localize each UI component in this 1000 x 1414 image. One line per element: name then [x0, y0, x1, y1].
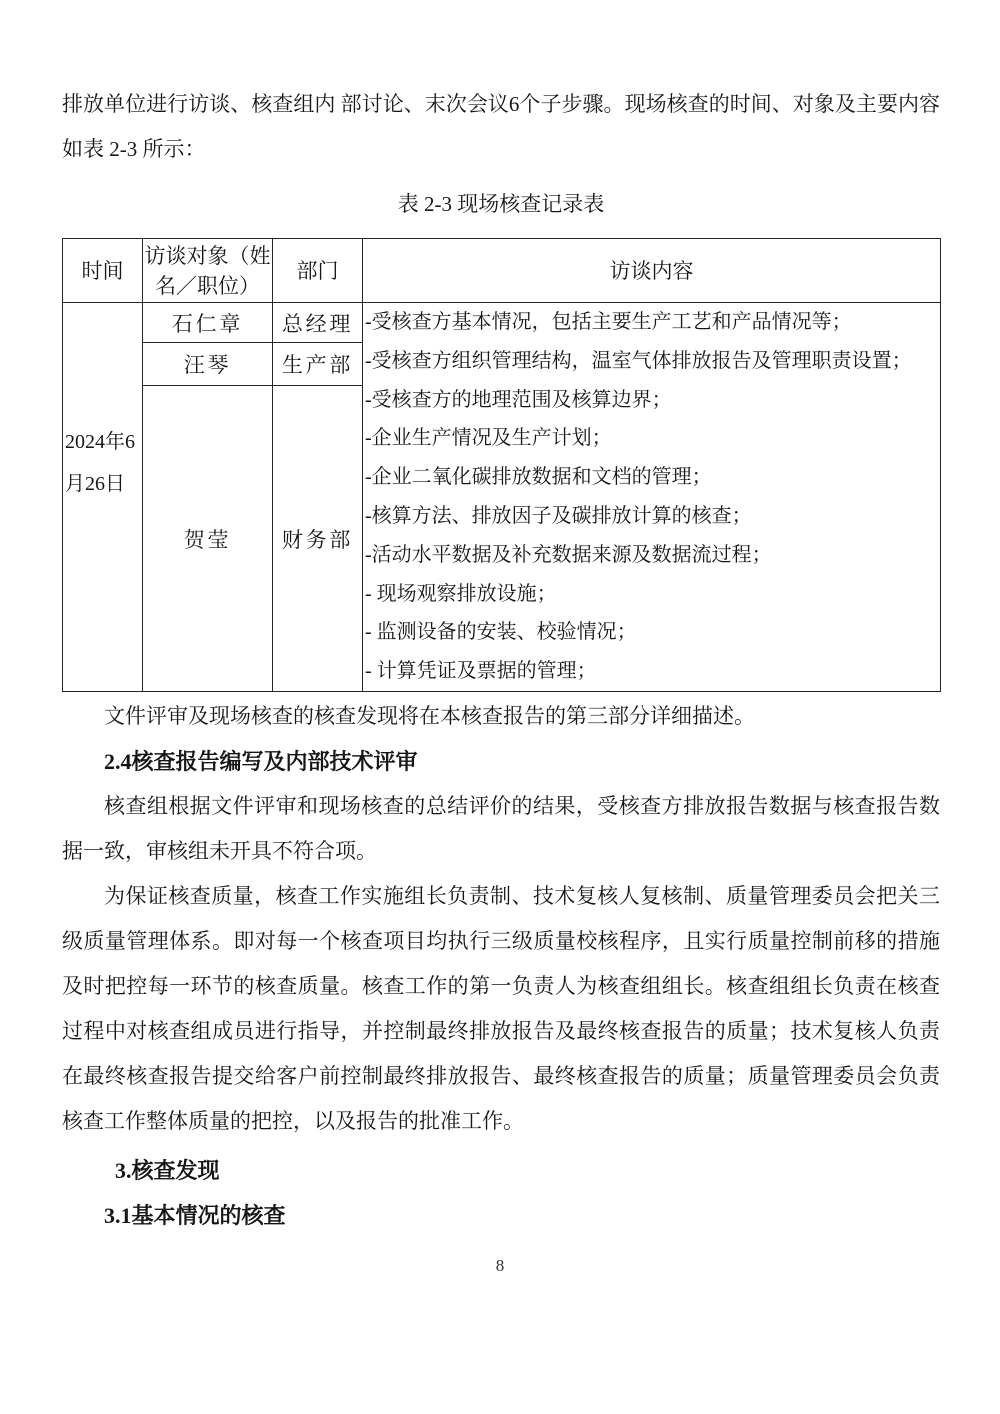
interview-content-line: -核算方法、排放因子及碳排放计算的核查；: [365, 504, 752, 527]
interview-content-line: - 监测设备的安装、校验情况；: [365, 621, 637, 644]
document-body: [62, 0, 940, 1238]
interviewee-department: 财务部: [273, 386, 363, 692]
interview-content-line: - 现场观察排放设施；: [365, 582, 557, 605]
interview-content-line: -受核查方的地理范围及核算边界；: [365, 388, 672, 411]
review-note-paragraph: 文件评审及现场核查的核查发现将在本核查报告的第三部分详细描述。: [104, 703, 755, 728]
interview-content-cell: [363, 303, 941, 692]
table-title: 表 2-3 现场核查记录表: [397, 192, 605, 216]
interview-content-line: -受核查方组织管理结构，温室气体排放报告及管理职责设置；: [365, 349, 912, 372]
paragraph-quality-control: 为保证核查质量，核查工作实施组长负责制、技术复核人复核制、质量管理委员会把关三级质量管理体系。即对每一个核查项目均执行三级质量校核程序，且实行质量控制前移的措施及时把控每一环节的核查质量。核查工作的第一负责人为核查组组长。核查组组长负责在核查过程中对核查组成员进行指导，并控制最终排放报告及最终核查报告的质量；技术复核人负责在最终核查报告提交给客户前控制最终排放报告、最终核查报告的质量；质量管理委员会负责核查工作整体质量的把控，以及报告的批准工作。: [62, 883, 940, 1133]
time-cell: 2024年6月26日: [63, 303, 143, 692]
interviewee-department: 生产部: [273, 343, 363, 386]
table-header-row: [63, 239, 941, 303]
interview-content-line: -企业生产情况及生产计划；: [365, 427, 612, 450]
heading-2-4: 2.4核查报告编写及内部技术评审: [104, 748, 418, 774]
page-number: 8: [495, 1256, 505, 1275]
interview-content-line: -活动水平数据及补充数据来源及数据流过程；: [365, 543, 772, 566]
header-cell-content: 访谈内容: [363, 239, 941, 303]
paragraph-2-4: 核查组根据文件评审和现场核查的总结评价的结果，受核查方排放报告数据与核查报告数据一致，审核组未开具不符合项。: [62, 793, 940, 863]
interview-content-line: -受核查方基本情况，包括主要生产工艺和产品情况等；: [365, 311, 852, 333]
heading-3-1: 3.1基本情况的核查: [104, 1202, 286, 1228]
intro-paragraph: 排放单位进行访谈、核查组内 部讨论、末次会议6个子步骤。现场核查的时间、对象及主要内容如表 2-3 所示：: [62, 92, 940, 161]
interviewee-name: 石仁章: [143, 303, 273, 343]
interviewee-department: 总经理: [273, 303, 363, 343]
site-verification-record-table: [62, 238, 941, 692]
header-cell-time: 时间: [63, 239, 143, 303]
interview-content-line: -企业二氧化碳排放数据和文档的管理；: [365, 466, 712, 489]
interview-content-line: - 计算凭证及票据的管理；: [365, 660, 597, 683]
table-row: [63, 303, 941, 343]
header-cell-interviewee: 访谈对象（姓名／职位）: [143, 239, 273, 303]
interviewee-name: 汪琴: [143, 343, 273, 386]
interviewee-name: 贺莹: [143, 386, 273, 692]
header-cell-department: 部门: [273, 239, 363, 303]
heading-3: 3.核查发现: [115, 1157, 220, 1183]
